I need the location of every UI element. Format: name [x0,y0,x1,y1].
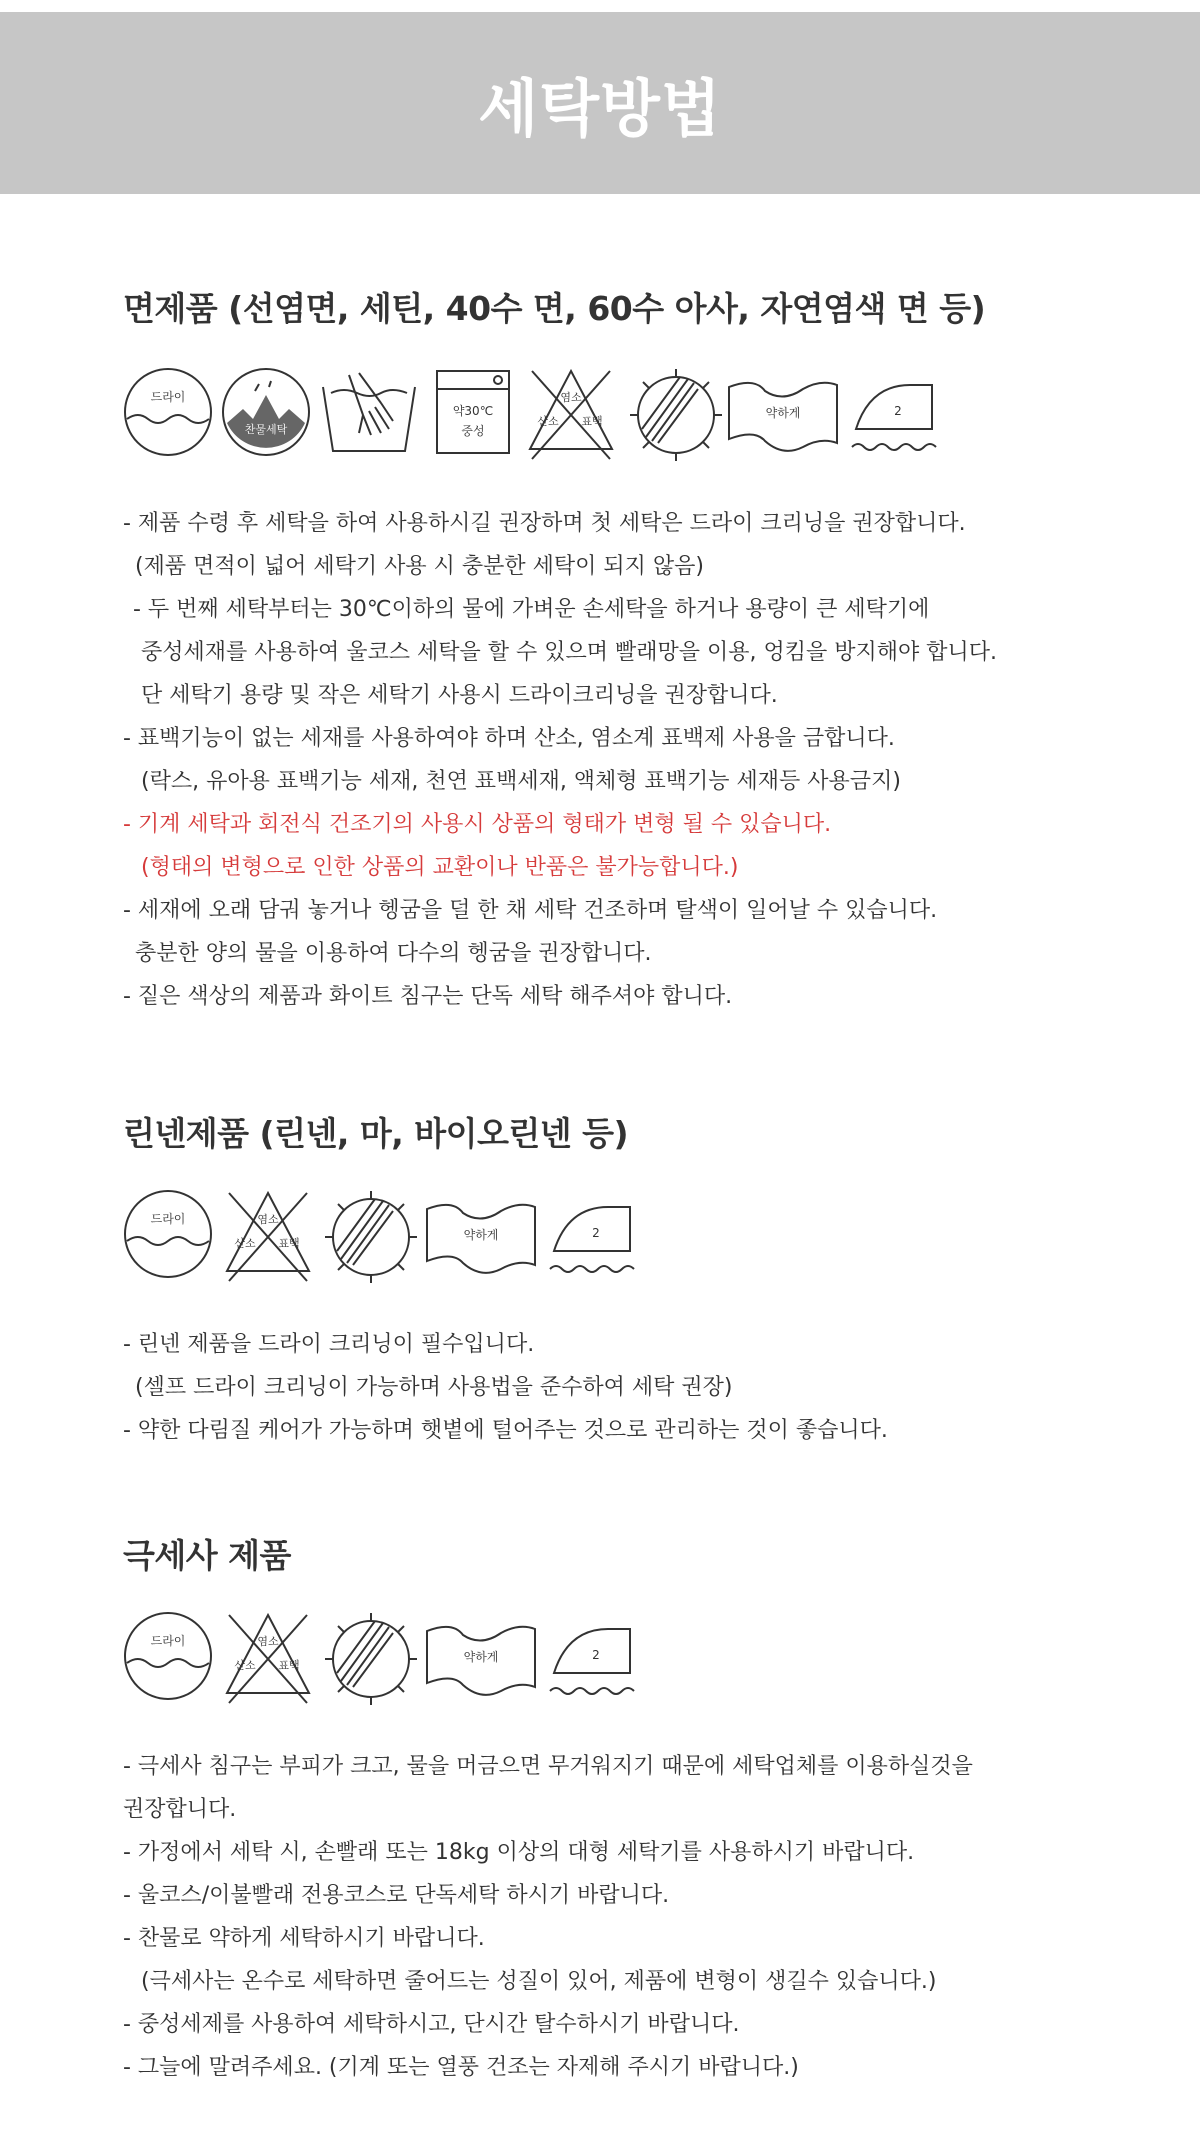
svg-text:찬물세탁: 찬물세탁 [244,423,288,436]
list-item: - 찬물로 약하게 세탁하시기 바랍니다. [123,1926,485,1951]
shade-dry-icon [323,1611,419,1707]
section-title: 면제품 (선염면, 세틴, 40수 면, 60수 아사, 자연염색 면 등) [123,289,986,328]
hand-wash-icon [319,367,419,457]
gentle-wring-icon [423,1611,539,1701]
gentle-wring-icon [423,1189,539,1279]
care-instructions [123,502,1123,1018]
svg-text:표백: 표백 [581,415,603,428]
list-item: (셀프 드라이 크리닝이 가능하며 사용법을 준수하여 세탁 권장) [135,1375,733,1400]
svg-text:2: 2 [894,404,902,418]
warning-item: (형태의 변형으로 인한 상품의 교환이나 반품은 불가능합니다.) [141,855,739,880]
no-bleach-icon [526,367,616,463]
cold-wash-icon [221,367,311,457]
svg-text:약하게: 약하게 [463,1650,499,1664]
list-item: - 극세사 침구는 부피가 크고, 물을 머금으면 무거워지기 때문에 세탁업체를 이용하실것을 [123,1754,973,1779]
page-title: 세탁방법 [478,71,722,145]
dry-clean-icon [123,367,213,457]
svg-text:산소: 산소 [537,415,559,428]
no-bleach-icon [223,1611,313,1707]
care-instructions [123,1323,1123,1452]
section-title: 린넨제품 (린넨, 마, 바이오린넨 등) [123,1114,629,1153]
shade-dry-icon [628,367,724,463]
machine-wash-icon [434,367,512,457]
section-cotton [123,283,1123,1018]
list-item: - 약한 다림질 케어가 가능하며 햇볕에 털어주는 것으로 관리하는 것이 좋습니다. [123,1418,888,1443]
svg-text:산소: 산소 [234,1659,256,1672]
svg-text:드라이: 드라이 [150,1212,186,1226]
care-symbol-row [123,1611,1123,1707]
list-item: 중성세재를 사용하여 울코스 세탁을 할 수 있으며 빨래망을 이용, 엉킴을 방지해야 합니다. [141,640,997,665]
list-item: 충분한 양의 물을 이용하여 다수의 헹굼을 권장합니다. [135,941,652,966]
shade-dry-icon [323,1189,419,1285]
gentle-wring-icon [725,367,841,457]
svg-text:드라이: 드라이 [150,1634,186,1648]
list-item: (극세사는 온수로 세탁하면 줄어드는 성질이 있어, 제품에 변형이 생길수 있습니다.) [141,1969,937,1994]
iron-icon [548,1189,638,1279]
list-item: - 표백기능이 없는 세재를 사용하여야 하며 산소, 염소계 표백제 사용을 금합니다. [123,726,895,751]
svg-text:약30℃: 약30℃ [452,404,494,418]
list-item: - 그늘에 말려주세요. (기계 또는 열풍 건조는 자제해 주시기 바랍니다.) [123,2055,799,2080]
warning-item: - 기계 세탁과 회전식 건조기의 사용시 상품의 형태가 변형 될 수 있습니다. [123,812,832,837]
svg-text:약하게: 약하게 [463,1228,499,1242]
svg-text:드라이: 드라이 [150,390,186,404]
svg-text:2: 2 [592,1648,600,1662]
list-item: 단 세탁기 용량 및 작은 세탁기 사용시 드라이크리닝을 권장합니다. [141,683,778,708]
svg-text:표백: 표백 [278,1237,300,1250]
list-item: - 짙은 색상의 제품과 화이트 침구는 단독 세탁 해주셔야 합니다. [123,984,733,1009]
list-item: - 두 번째 세탁부터는 30℃이하의 물에 가벼운 손세탁을 하거나 용량이 큰 세탁기에 [133,597,930,622]
no-bleach-icon [223,1189,313,1285]
dry-clean-icon [123,1611,213,1701]
svg-text:중성: 중성 [461,424,485,438]
care-instructions [123,1745,1123,2089]
svg-text:염소: 염소 [560,391,582,404]
list-item: (제품 면적이 넓어 세탁기 사용 시 충분한 세탁이 되지 않음) [135,554,704,579]
list-item: - 중성세제를 사용하여 세탁하시고, 단시간 탈수하시기 바랍니다. [123,2012,740,2037]
svg-text:약하게: 약하게 [765,406,801,420]
list-item: - 린넨 제품을 드라이 크리닝이 필수입니다. [123,1332,535,1357]
iron-icon [548,1611,638,1701]
list-item: - 세재에 오래 담궈 놓거나 헹굼을 덜 한 채 세탁 건조하며 탈색이 일어날 수 있습니다. [123,898,938,923]
svg-text:염소: 염소 [257,1213,279,1226]
svg-text:산소: 산소 [234,1237,256,1250]
section-linen [123,1108,1123,1452]
svg-text:표백: 표백 [278,1659,300,1672]
section-microfiber [123,1530,1123,2089]
section-title: 극세사 제품 [123,1536,291,1575]
list-item: - 울코스/이불빨래 전용코스로 단독세탁 하시기 바랍니다. [123,1883,670,1908]
svg-text:염소: 염소 [257,1635,279,1648]
list-item: 권장합니다. [123,1797,237,1822]
care-symbol-row [123,1189,1123,1285]
list-item: (락스, 유아용 표백기능 세재, 천연 표백세재, 액체형 표백기능 세재등 사용금지) [141,769,901,794]
dry-clean-icon [123,1189,213,1279]
list-item: - 제품 수령 후 세탁을 하여 사용하시길 권장하며 첫 세탁은 드라이 크리닝을 권장합니다. [123,511,966,536]
list-item: - 가정에서 세탁 시, 손빨래 또는 18kg 이상의 대형 세탁기를 사용하시기 바랍니다. [123,1840,915,1865]
care-symbol-row [123,367,1123,467]
iron-icon [850,367,940,457]
top-strip [0,0,1200,12]
page-header [0,12,1200,194]
svg-text:2: 2 [592,1226,600,1240]
